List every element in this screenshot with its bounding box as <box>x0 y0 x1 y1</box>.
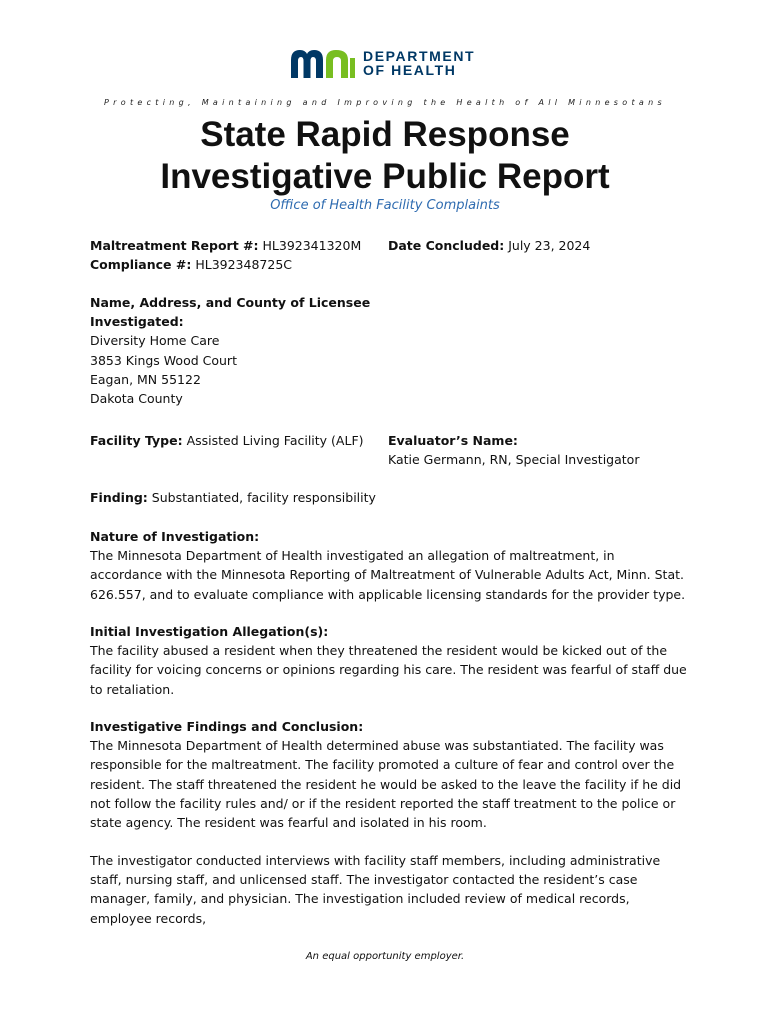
licensee-county: Dakota County <box>90 391 183 407</box>
mn-logo-icon <box>291 48 355 78</box>
evaluator-label: Evaluator’s Name: <box>388 433 518 448</box>
licensee-label-cont: Investigated: <box>90 314 184 330</box>
page-title <box>0 114 770 198</box>
evaluator <box>388 431 639 469</box>
licensee-block <box>90 293 370 408</box>
section-heading: Nature of Investigation: <box>90 529 260 544</box>
page-subtitle: Office of Health Facility Complaints <box>270 198 500 213</box>
section-text: The investigator conducted interviews with facility staff members, including administrative staff, nursing staff, and unlicensed staff. The investigator contacted the resident’s case manager, family, and physician. The investigation included review of medical records, employee records, <box>90 853 661 926</box>
investigator-paragraph <box>90 851 690 928</box>
date-concluded: Date Concluded: July 23, 2024 <box>388 238 591 253</box>
investigative-findings <box>90 717 690 832</box>
logo-line-1: DEPARTMENT <box>363 48 476 64</box>
tagline: Protecting, Maintaining and Improving the Health of All Minnesotans <box>104 98 666 107</box>
maltreatment-report-number: Maltreatment Report #: HL392341320M <box>90 238 362 253</box>
section-heading: Initial Investigation Allegation(s): <box>90 624 329 639</box>
title-line-1: State Rapid Response <box>200 115 570 154</box>
title-line-2: Investigative Public Report <box>160 157 610 196</box>
footer-note: An equal opportunity employer. <box>305 951 465 962</box>
logo-line-2: OF HEALTH <box>363 62 457 78</box>
licensee-street: 3853 Kings Wood Court <box>90 352 237 368</box>
evaluator-name: Katie Germann, RN, Special Investigator <box>388 452 640 468</box>
section-text: The Minnesota Department of Health investigated an allegation of maltreatment, in accordance with the Minnesota Reporting of Maltreatment of Vulnerable Adults Act, Minn. Stat. 626.557, and to evaluate compliance with applicable licensing standards for the provider type. <box>90 548 686 602</box>
licensee-label: Name, Address, and County of Licensee <box>90 295 371 310</box>
section-text: The facility abused a resident when they threatened the resident would be kicked out of the facility for voicing concerns or opinions regarding his care. The resident was fearful of staff due to retaliation. <box>90 643 687 697</box>
facility-type: Facility Type: Assisted Living Facility (ALF) <box>90 433 364 448</box>
section-heading: Investigative Findings and Conclusion: <box>90 719 364 734</box>
nature-of-investigation <box>90 527 690 604</box>
section-text: The Minnesota Department of Health determined abuse was substantiated. The facility was responsible for the maltreatment. The facility promoted a culture of fear and control over the resident. The staff threatened the resident he would be asked to the leave the facility if he did not follow the facility rules and/ or if the resident reported the staff treatment to the police or state agency. The resident was fearful and isolated in his room. <box>90 738 682 831</box>
compliance-number: Compliance #: HL392348725C <box>90 257 293 272</box>
mdh-logo <box>291 48 475 78</box>
licensee-name: Diversity Home Care <box>90 333 220 349</box>
finding: Finding: Substantiated, facility responsibility <box>90 490 376 505</box>
logo-wordmark <box>363 49 475 77</box>
initial-allegations <box>90 622 690 699</box>
licensee-city: Eagan, MN 55122 <box>90 371 201 387</box>
